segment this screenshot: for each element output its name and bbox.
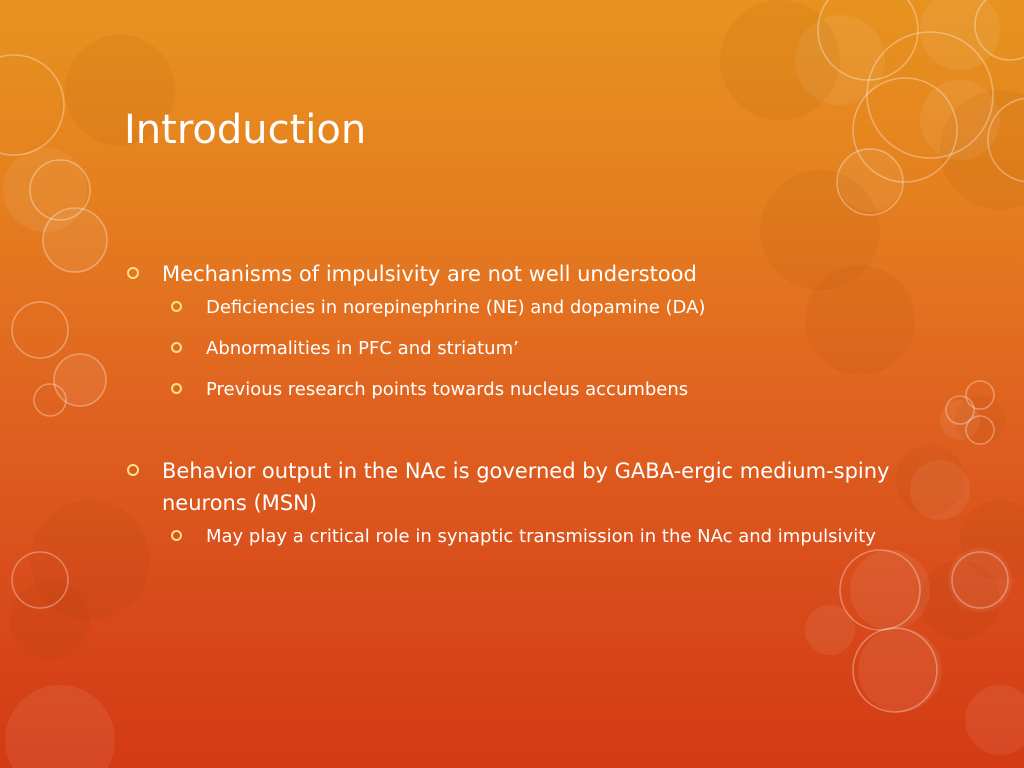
bullet-item <box>124 258 894 403</box>
bullet-text: Behavior output in the NAc is governed by GABA-ergic medium-spiny neurons (MSN) <box>162 459 890 515</box>
sub-bullet-item <box>168 376 894 403</box>
sub-bullet-text: Abnormalities in PFC and striatum’ <box>206 338 519 359</box>
sub-bullet-item <box>168 335 894 362</box>
sub-bullet-list <box>168 294 894 403</box>
sub-bullet-item <box>168 523 894 550</box>
sub-bullet-text: May play a critical role in synaptic transmission in the NAc and impulsivity <box>206 526 876 547</box>
hollow-circle-bullet-icon <box>171 383 182 394</box>
sub-bullet-item <box>168 294 894 321</box>
bullet-list <box>124 258 894 550</box>
hollow-circle-bullet-icon <box>127 464 139 476</box>
bullet-item <box>124 455 894 550</box>
hollow-circle-bullet-icon <box>171 530 182 541</box>
bullet-spacer <box>124 417 894 455</box>
sub-bullet-text: Previous research points towards nucleus accumbens <box>206 379 689 400</box>
hollow-circle-bullet-icon <box>171 301 182 312</box>
sub-bullet-text: Deficiencies in norepinephrine (NE) and dopamine (DA) <box>206 297 706 318</box>
hollow-circle-bullet-icon <box>127 267 139 279</box>
hollow-circle-bullet-icon <box>171 342 182 353</box>
slide-title: Introduction <box>124 107 367 153</box>
sub-bullet-list <box>168 523 894 550</box>
slide-content <box>124 258 894 564</box>
bullet-text: Mechanisms of impulsivity are not well understood <box>162 262 697 286</box>
